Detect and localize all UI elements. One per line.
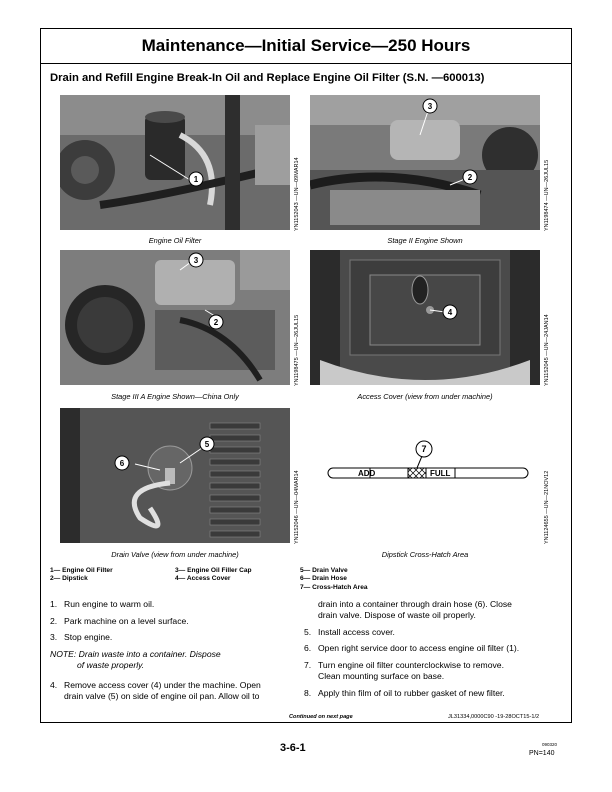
legend-item: 6— Drain Hose <box>300 575 347 583</box>
callout-4: 4 <box>447 308 453 317</box>
dipstick-drawing <box>310 408 540 543</box>
section-title: Drain and Refill Engine Break-In Oil and Replace Engine Oil Filter (S.N. —600013) <box>50 72 485 84</box>
figure-code: YN1152043 —UN—09MAR14 <box>294 157 300 231</box>
figure-engine-oil-filter <box>60 95 290 230</box>
continued-note: Continued on next page <box>289 714 353 720</box>
legend-item: 4— Access Cover <box>175 575 231 583</box>
legend-item: 2— Dipstick <box>50 575 88 583</box>
legend-col-1 <box>50 567 113 584</box>
figure-stage-ii <box>310 95 540 230</box>
add-label: ADD <box>358 469 376 478</box>
figure-caption: Access Cover (view from under machine) <box>357 392 493 401</box>
figure-code: YN1198474 —UN—26JUL15 <box>544 159 550 231</box>
legend-item: 5— Drain Valve <box>300 567 348 574</box>
step: 4. Remove access cover (4) under the machine. Open drain valve (5) on side of engine oil pan. Allow oil to <box>50 680 261 701</box>
figure-caption: Stage III A Engine Shown—China Only <box>111 392 239 401</box>
callout-3: 3 <box>427 102 433 111</box>
legend-col-2 <box>175 567 252 584</box>
page-title: Maintenance—Initial Service—250 Hours <box>141 36 471 55</box>
figure-code: YN1124655 —UN—21NOV12 <box>544 470 550 544</box>
legend-item: 3— Engine Oil Filler Cap <box>175 567 252 574</box>
callout-5: 5 <box>204 440 210 449</box>
step: 6. Open right service door to access engine oil filter (1). <box>304 643 520 653</box>
pn-label: PN=140 <box>529 750 555 757</box>
note: NOTE: Drain waste into a container. Dispose of waste properly. <box>50 649 221 670</box>
figure-stage-iiia <box>60 250 290 385</box>
step: 3. Stop engine. <box>50 632 113 642</box>
legend-item: 1— Engine Oil Filter <box>50 567 113 574</box>
stage-iiia-engine-photo <box>60 250 290 385</box>
engine-oil-filter-photo <box>60 95 290 230</box>
legend-col-3 <box>300 567 368 592</box>
stage-ii-engine-photo <box>310 95 540 230</box>
figure-caption: Dipstick Cross-Hatch Area <box>381 550 469 559</box>
step: 1. Run engine to warm oil. <box>50 599 155 609</box>
callout-1: 1 <box>193 175 199 184</box>
figure-drain-valve <box>60 408 290 543</box>
figure-code: YN1198475 —UN—26JUL15 <box>294 314 300 386</box>
callout-2: 2 <box>467 173 473 182</box>
full-label: FULL <box>430 469 451 478</box>
legend-item: 7— Cross-Hatch Area <box>300 583 368 591</box>
step-continuation: drain into a container through drain hose (6). Close drain valve. Dispose of waste oil properly. <box>318 599 512 620</box>
callout-6: 6 <box>119 459 125 468</box>
figure-code: YN1152045 —UN—24JAN14 <box>544 314 550 386</box>
figure-caption: Engine Oil Filter <box>148 236 202 245</box>
drain-valve-photo <box>60 408 290 543</box>
figure-caption: Drain Valve (view from under machine) <box>111 550 239 559</box>
callout-2: 2 <box>213 318 219 327</box>
access-cover-photo <box>310 250 540 385</box>
callout-3: 3 <box>193 256 199 265</box>
callout-7: 7 <box>421 444 427 454</box>
figure-caption: Stage II Engine Shown <box>387 236 463 245</box>
step: 8. Apply thin film of oil to rubber gasket of new filter. <box>304 688 505 698</box>
figure-dipstick <box>310 408 540 543</box>
page-number: 3-6-1 <box>280 742 306 754</box>
doc-code: JL31334,0000C90 -19-28OCT15-1/2 <box>448 714 540 720</box>
step: 2. Park machine on a level surface. <box>50 616 189 626</box>
step: 7. Turn engine oil filter counterclockwise to remove. Clean mounting surface on base. <box>304 660 504 681</box>
figure-code: YN1152046 —UN—04MAR14 <box>294 470 300 544</box>
small-code: 090320 <box>542 742 558 747</box>
figure-access-cover <box>310 250 540 385</box>
step: 5. Install access cover. <box>304 627 395 637</box>
